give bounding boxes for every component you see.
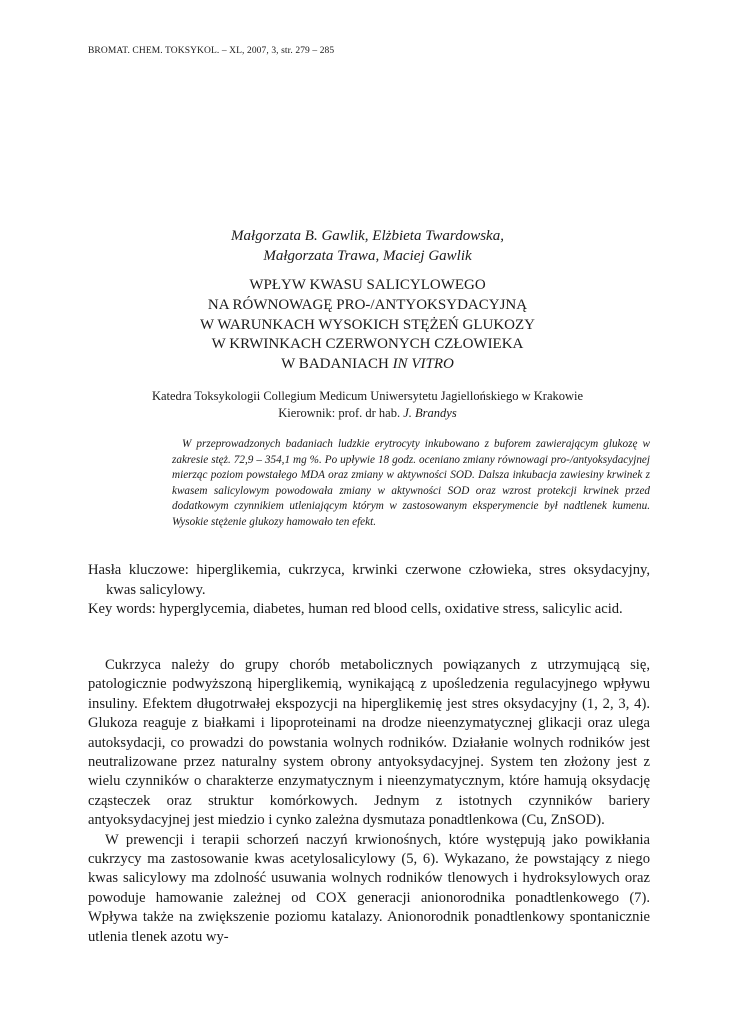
title-line-3: W WARUNKACH WYSOKICH STĘŻEŃ GLUKOZY xyxy=(200,316,535,333)
title-line-1: WPŁYW KWASU SALICYLOWEGO xyxy=(249,277,486,293)
title-line-2: NA RÓWNOWAGĘ PRO-/ANTYOKSYDACYJNĄ xyxy=(207,296,528,313)
title-line-5-prefix: W BADANIACH xyxy=(281,356,389,373)
keywords-polish: Hasła kluczowe: hiperglikemia, cukrzyca, krwinki czerwone człowieka, stres oksydacyjny, kwas salicylowy. xyxy=(88,562,650,598)
head-name: J. Brandys xyxy=(403,406,457,420)
department-head xyxy=(0,405,735,422)
title-line-4: W KRWINKACH CZERWONYCH CZŁOWIEKA xyxy=(211,336,524,353)
affiliation xyxy=(0,388,735,422)
body-text xyxy=(88,656,650,947)
keywords-english: Key words: hyperglycemia, diabetes, human red blood cells, oxidative stress, salicylic acid. xyxy=(88,601,623,617)
paragraph-2: W prewencji i terapii schorzeń naczyń krwionośnych, które występują jako powikłania cukrzycy ma zastosowanie kwas acetylosalicylowy (5, 6). Wykazano, że powstający z niego kwas salicylowy ma zdolność usuwania wolnych rodników tlenowych i hydroksylowych oraz powoduje hamowanie zależnej od COX generacji anionorodnika ponadtlenkowego (7). Wpływa także na zwiększenie poziomu katalazy. Anionorodnik ponadtlenkowy spontanicznie utlenia tlenek azotu wy- xyxy=(88,831,650,945)
keywords xyxy=(88,561,650,620)
paragraph-1: Cukrzyca należy do grupy chorób metabolicznych powiązanych z utrzymującą się, patologicznie podwyższoną hiperglikemią, wynikającą z upośledzenia regulacyjnego wpływu insuliny. Efektem długotrwałej ekspozycji na hiperglikemię jest stres oksydacyjny (1, 2, 3, 4). Glukoza reaguje z białkami i lipoproteinami na drodze nieenzymatycznej glikacji oraz ulega autoksydacji, co prowadzi do powstania wolnych rodników. Działanie wolnych rodników jest neutralizowane przez naturalny system obrony antyoksydacyjnej. System ten złożony jest z wielu czynników o charakterze enzymatycznym i nieenzymatycznym, które hamują oksydację cząsteczek oraz struktur komórkowych. Jednym z istotnych czynników bariery antyoksydacyjnej jest miedzio i cynko zależna dysmutaza ponadtlenkowa (Cu, ZnSOD). xyxy=(88,657,650,829)
head-prefix: Kierownik: prof. dr hab. xyxy=(278,406,401,420)
authors-line-2: Małgorzata Trawa, Maciej Gawlik xyxy=(263,248,472,264)
title-in-vitro: IN VITRO xyxy=(392,356,454,373)
title-line-5 xyxy=(0,355,735,375)
article-title xyxy=(0,276,735,375)
authors-line-1: Małgorzata B. Gawlik, Elżbieta Twardowska, xyxy=(231,228,504,244)
authors xyxy=(0,226,735,266)
department: Katedra Toksykologii Collegium Medicum Uniwersytetu Jagiellońskiego w Krakowie xyxy=(151,389,584,403)
abstract: W przeprowadzonych badaniach ludzkie erytrocyty inkubowano z buforem zawierającym glukozę w zakresie stęż. 72,9 – 354,1 mg %. Po upływie 18 godz. oceniano zmiany równowagi pro-/antyoksydacyjnej mierząc poziom powstałego MDA oraz zmiany w aktywności SOD. Dalsza inkubacja zawiesiny krwinek z kwasem salicylowym powodowała zmiany w aktywności SOD oraz wzrost protekcji krwinek przed dodatkowym czynnikiem utleniającym którym w zastosowanym eksperymencie był nadtlenek kumenu. Wysokie stężenie glukozy hamowało ten efekt. xyxy=(172,438,650,528)
journal-header: BROMAT. CHEM. TOKSYKOL. – XL, 2007, 3, str. 279 – 285 xyxy=(88,46,335,56)
